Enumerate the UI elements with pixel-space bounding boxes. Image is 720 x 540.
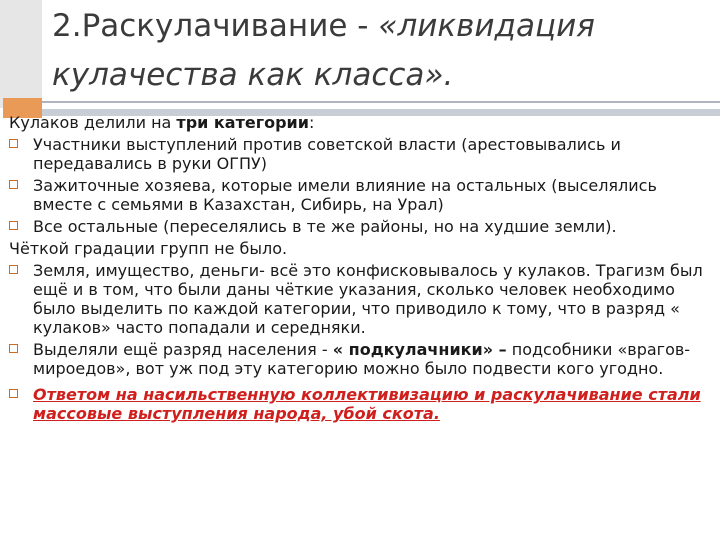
list-item — [9, 385, 714, 423]
title-divider-line — [42, 101, 720, 103]
checkbox-bullet-icon — [9, 344, 18, 353]
list-item — [9, 135, 714, 173]
checkbox-bullet-icon — [9, 221, 18, 230]
intro-colon: : — [308, 113, 315, 132]
left-accent-bar — [0, 0, 42, 108]
category-text: Зажиточные хозяева, которые имели влияние на остальных (выселялись вместе с семьями в Казахстан, Сибирь, на Урал) — [33, 176, 657, 214]
checkbox-bullet-icon — [9, 139, 18, 148]
checkbox-bullet-icon — [9, 180, 18, 189]
list-item — [9, 176, 714, 214]
list-item — [9, 261, 714, 337]
podkulachniki-text: Выделяли ещё разряд населения - — [33, 340, 333, 359]
category-text: Все остальные (переселялись в те же районы, но на худшие земли). — [33, 217, 617, 236]
podkulachniki-bold: « подкулачники» – — [332, 340, 507, 359]
intro-text: Кулаков делили на — [9, 113, 177, 132]
list-item — [9, 340, 714, 378]
conclusion-text: Ответом на насильственную коллективизацию и раскулачивание стали массовые выступления народа, убой скота. — [33, 385, 701, 423]
title-prefix: 2.Раскулачивание - — [52, 8, 379, 44]
intro-line — [9, 113, 714, 132]
slide-title — [52, 2, 712, 100]
slide-body — [9, 113, 714, 423]
list-item — [9, 217, 714, 236]
category-text: Участники выступлений против советской власти (арестовывались и передавались в руки ОГПУ) — [33, 135, 621, 173]
no-gradation-line: Чёткой градации групп не было. — [9, 239, 288, 258]
podkulachniki-rest: подсобники «врагов-мироедов», вот уж под эту категорию можно было подвести кого угодно. — [33, 340, 691, 378]
land-text: Земля, имущество, деньги- всё это конфисковывалось у кулаков. Трагизм был ещё и в том, что были даны чёткие указания, сколько человек необходимо было выделить по каждой категории, что приводило к тому, что в разряд « кулаков» часто попадали и середняки. — [33, 261, 703, 337]
checkbox-bullet-icon — [9, 265, 18, 274]
title-italic: «ликвидация кулачества как класса». — [52, 8, 595, 93]
intro-bold: три категории — [176, 113, 309, 132]
checkbox-bullet-icon — [9, 389, 18, 398]
